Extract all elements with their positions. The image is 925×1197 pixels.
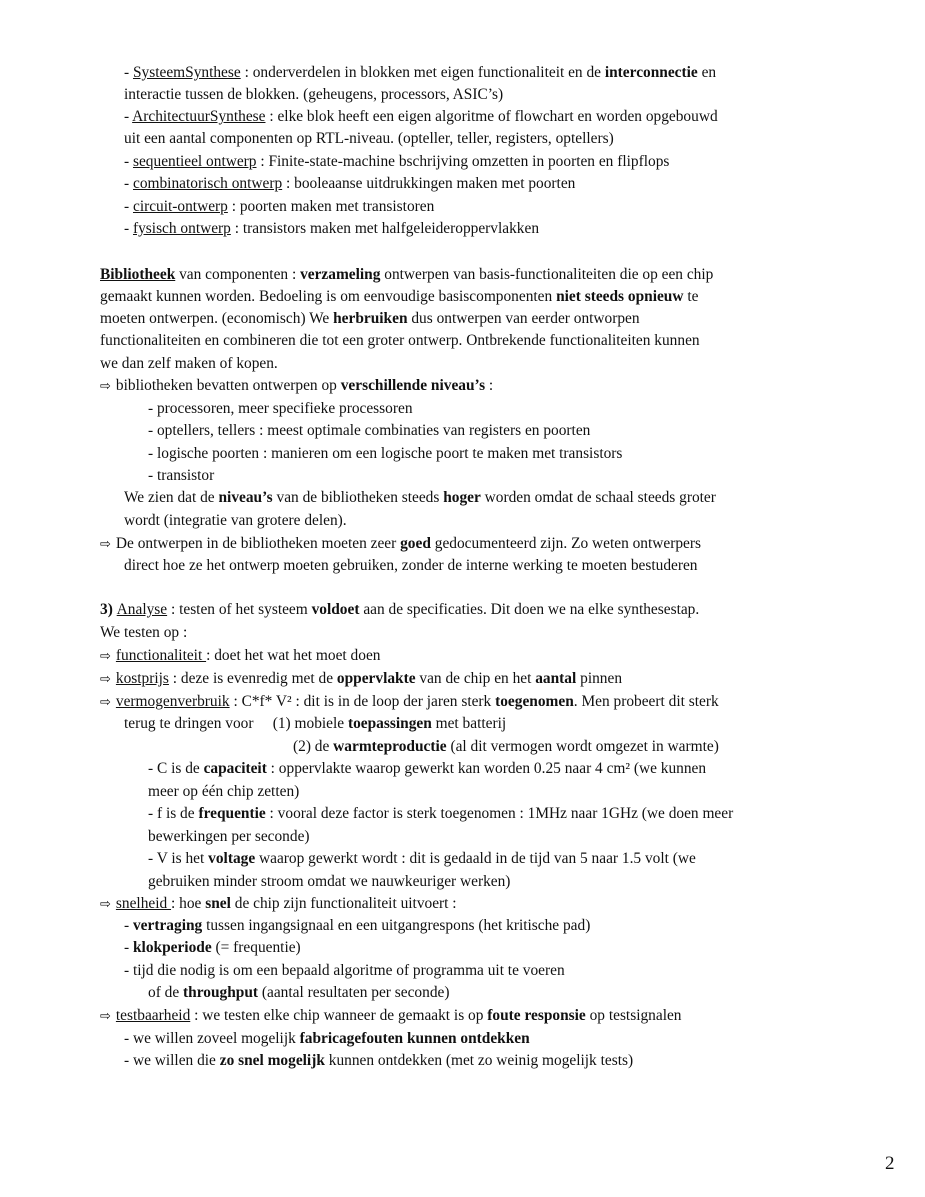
bold-term: toegenomen xyxy=(495,693,574,710)
text-run: De ontwerpen in de bibliotheken moeten zeer xyxy=(115,535,401,552)
bold-term: warmteproductie xyxy=(333,738,447,755)
bold-term: vertraging xyxy=(132,917,203,934)
text-run: van de chip en het xyxy=(415,670,536,687)
bold-term: aantal xyxy=(535,670,577,687)
text-run: : vooral deze factor is sterk toegenomen : 1MHz naar 1GHz (we doen meer xyxy=(265,805,734,822)
underlined-term: functionaliteit xyxy=(115,647,207,664)
text-run: uit een aantal componenten op RTL-niveau. (opteller, teller, registers, optellers) xyxy=(124,130,614,147)
text-run: ontwerpen van basis-functionaliteiten die op een chip xyxy=(380,266,714,283)
text-run: : C*f* V² : dit is in de loop der jaren sterk xyxy=(229,693,496,710)
text-run: : elke blok heeft een eigen algoritme of flowchart en worden opgebouwd xyxy=(265,108,718,125)
text-run: interactie tussen de blokken. (geheugens, processors, ASIC’s) xyxy=(124,86,504,103)
text-run: : Finite-state-machine bschrijving omzetten in poorten en flipflops xyxy=(256,153,670,170)
text-run: We testen op : xyxy=(100,624,188,641)
text-run: moeten ontwerpen. (economisch) We xyxy=(100,310,334,327)
arrow-bullet-icon: ⇨ xyxy=(100,897,111,912)
text-run: : xyxy=(485,377,494,394)
text-line xyxy=(293,736,719,758)
bold-term: herbruiken xyxy=(333,310,408,327)
underlined-term: sequentieel ontwerp xyxy=(132,153,257,170)
text-run: de chip zijn functionaliteit uitvoert : xyxy=(230,895,457,912)
text-line xyxy=(124,960,565,982)
text-line xyxy=(124,713,506,735)
text-run: - we willen zoveel mogelijk xyxy=(124,1030,300,1047)
text-run: of de xyxy=(148,984,184,1001)
text-line xyxy=(124,1050,633,1072)
bold-term: niveau’s xyxy=(218,489,273,506)
text-run: functionaliteiten en combineren die tot een groter ontwerp. Ontbrekende functionaliteiten kunnen xyxy=(100,332,700,349)
text-line xyxy=(148,803,733,825)
bold-term: verschillende niveau’s xyxy=(340,377,486,394)
text-run: en xyxy=(697,64,717,81)
text-line xyxy=(100,668,622,691)
text-line xyxy=(124,510,347,532)
text-run: : oppervlakte waarop gewerkt kan worden 0.25 naar 4 cm² (we kunnen xyxy=(266,760,707,777)
arrow-bullet-icon: ⇨ xyxy=(100,695,111,710)
bold-term: interconnectie xyxy=(604,64,698,81)
text-line xyxy=(148,826,310,848)
text-run: te xyxy=(683,288,699,305)
text-run: dus ontwerpen van eerder ontworpen xyxy=(407,310,640,327)
text-run: : poorten maken met transistoren xyxy=(227,198,435,215)
text-line xyxy=(124,937,301,959)
underlined-term: snelheid xyxy=(115,895,172,912)
text-run: : deze is evenredig met de xyxy=(168,670,337,687)
underlined-term: Bibliotheek xyxy=(100,266,176,283)
arrow-bullet-icon: ⇨ xyxy=(100,379,111,394)
underlined-term: ArchitectuurSynthese xyxy=(132,108,266,125)
text-line xyxy=(124,106,718,128)
text-line xyxy=(124,218,539,240)
text-run: meer op één chip zetten) xyxy=(148,783,300,800)
text-run: - xyxy=(124,220,133,237)
underlined-term: SysteemSynthese xyxy=(132,64,241,81)
text-run: wordt (integratie van grotere delen). xyxy=(124,512,347,529)
text-run: - xyxy=(124,198,133,215)
text-line xyxy=(148,781,299,803)
text-run: aan de specificaties. Dit doen we na elke synthesestap. xyxy=(359,601,700,618)
bold-term: frequentie xyxy=(198,805,266,822)
text-line xyxy=(100,599,699,621)
bold-term: verzameling xyxy=(300,266,381,283)
bold-term: goed xyxy=(400,535,431,552)
bold-term: capaciteit xyxy=(203,760,267,777)
text-run: - transistor xyxy=(148,467,215,484)
bold-term: snel xyxy=(205,895,231,912)
text-run: kunnen ontdekken (met zo weinig mogelijk tests) xyxy=(324,1052,634,1069)
text-line xyxy=(148,982,449,1004)
text-line xyxy=(100,353,278,375)
underlined-term: fysisch ontwerp xyxy=(132,220,231,237)
bold-term: klokperiode xyxy=(132,939,212,956)
text-run: (= frequentie) xyxy=(211,939,301,956)
text-run: van de bibliotheken steeds xyxy=(272,489,444,506)
text-run: (aantal resultaten per seconde) xyxy=(258,984,450,1001)
text-line xyxy=(124,196,434,218)
text-run: bewerkingen per seconde) xyxy=(148,828,310,845)
text-run: pinnen xyxy=(576,670,623,687)
text-run: - logische poorten : manieren om een logische poort te maken met transistors xyxy=(148,445,623,462)
underlined-term: kostprijs xyxy=(115,670,169,687)
text-line xyxy=(148,420,590,442)
bold-term: throughput xyxy=(183,984,259,1001)
text-run: gedocumenteerd zijn. Zo weten ontwerpers xyxy=(430,535,701,552)
underlined-term: testbaarheid xyxy=(115,1007,191,1024)
text-line xyxy=(124,555,698,577)
text-line xyxy=(100,893,457,916)
text-run: terug te dringen voor (1) mobiele xyxy=(124,715,348,732)
bold-term: voldoet xyxy=(311,601,360,618)
text-line xyxy=(100,622,187,644)
text-line xyxy=(100,308,640,330)
text-run: : transistors maken met halfgeleideroppervlakken xyxy=(230,220,540,237)
text-line xyxy=(124,173,575,195)
text-line xyxy=(124,487,716,509)
text-line xyxy=(124,84,503,106)
text-run: - xyxy=(124,175,133,192)
text-line xyxy=(100,533,701,556)
bold-term: 3) xyxy=(100,601,117,618)
arrow-bullet-icon: ⇨ xyxy=(100,1009,111,1024)
text-run: met batterij xyxy=(431,715,507,732)
text-run: - xyxy=(124,64,133,81)
text-run: - xyxy=(124,108,133,125)
underlined-term: combinatorisch ontwerp xyxy=(132,175,283,192)
text-run: op testsignalen xyxy=(585,1007,682,1024)
text-line xyxy=(148,398,413,420)
text-run: (al dit vermogen wordt omgezet in warmte) xyxy=(446,738,719,755)
text-run: - optellers, tellers : meest optimale combinaties van registers en poorten xyxy=(148,422,591,439)
text-run: tussen ingangsignaal en een uitgangrespons (het kritische pad) xyxy=(202,917,591,934)
text-run: : doet het wat het moet doen xyxy=(206,647,381,664)
text-line xyxy=(148,848,696,870)
text-run: worden omdat de schaal steeds groter xyxy=(480,489,716,506)
text-run: (2) de xyxy=(293,738,334,755)
text-run: : onderverdelen in blokken met eigen functionaliteit en de xyxy=(240,64,605,81)
bold-term: niet steeds opnieuw xyxy=(556,288,684,305)
text-run: gemaakt kunnen worden. Bedoeling is om eenvoudige basiscomponenten xyxy=(100,288,557,305)
text-run: - C is de xyxy=(148,760,204,777)
underlined-term: vermogenverbruik xyxy=(115,693,230,710)
bold-term: hoger xyxy=(443,489,481,506)
text-run: : hoe xyxy=(171,895,206,912)
arrow-bullet-icon: ⇨ xyxy=(100,649,111,664)
text-line xyxy=(124,128,614,150)
text-line xyxy=(148,758,706,780)
text-run: gebruiken minder stroom omdat we nauwkeuriger werken) xyxy=(148,873,511,890)
underlined-term: Analyse xyxy=(116,601,168,618)
text-run: . Men probeert dit sterk xyxy=(573,693,719,710)
text-run: - xyxy=(124,939,133,956)
text-line xyxy=(148,465,214,487)
bold-term: oppervlakte xyxy=(336,670,416,687)
bold-term: voltage xyxy=(208,850,256,867)
text-run: - xyxy=(124,153,133,170)
bold-term: zo snel mogelijk xyxy=(219,1052,325,1069)
text-line xyxy=(100,691,719,714)
text-run: we dan zelf maken of kopen. xyxy=(100,355,278,372)
text-run: - we willen die xyxy=(124,1052,220,1069)
text-run: waarop gewerkt wordt : dit is gedaald in de tijd van 5 naar 1.5 volt (we xyxy=(255,850,696,867)
text-run: : booleaanse uitdrukkingen maken met poorten xyxy=(282,175,576,192)
arrow-bullet-icon: ⇨ xyxy=(100,537,111,552)
text-line xyxy=(124,1028,530,1050)
underlined-term: circuit-ontwerp xyxy=(132,198,228,215)
text-line xyxy=(148,871,510,893)
text-run: : testen of het systeem xyxy=(167,601,312,618)
text-run: : we testen elke chip wanneer de gemaakt is op xyxy=(190,1007,488,1024)
text-run: direct hoe ze het ontwerp moeten gebruiken, zonder de interne werking te moeten bestuderen xyxy=(124,557,698,574)
page-number: 2 xyxy=(885,1153,895,1174)
text-line xyxy=(100,375,493,398)
text-run: - f is de xyxy=(148,805,199,822)
text-run: We zien dat de xyxy=(124,489,219,506)
arrow-bullet-icon: ⇨ xyxy=(100,672,111,687)
text-line xyxy=(100,330,700,352)
text-run: - V is het xyxy=(148,850,209,867)
bold-term: toepassingen xyxy=(347,715,432,732)
text-run: - xyxy=(124,917,133,934)
text-run: bibliotheken bevatten ontwerpen op xyxy=(115,377,341,394)
bold-term: foute responsie xyxy=(487,1007,586,1024)
text-run: - processoren, meer specifieke processoren xyxy=(148,400,413,417)
text-line xyxy=(100,264,713,286)
text-run: - tijd die nodig is om een bepaald algoritme of programma uit te voeren xyxy=(124,962,565,979)
text-line xyxy=(148,443,622,465)
text-run: van componenten : xyxy=(175,266,301,283)
text-line xyxy=(100,645,380,668)
text-line xyxy=(124,151,669,173)
bold-term: fabricagefouten kunnen ontdekken xyxy=(299,1030,530,1047)
text-line xyxy=(100,286,698,308)
text-line xyxy=(124,62,716,84)
text-line xyxy=(124,915,590,937)
text-line xyxy=(100,1005,682,1028)
